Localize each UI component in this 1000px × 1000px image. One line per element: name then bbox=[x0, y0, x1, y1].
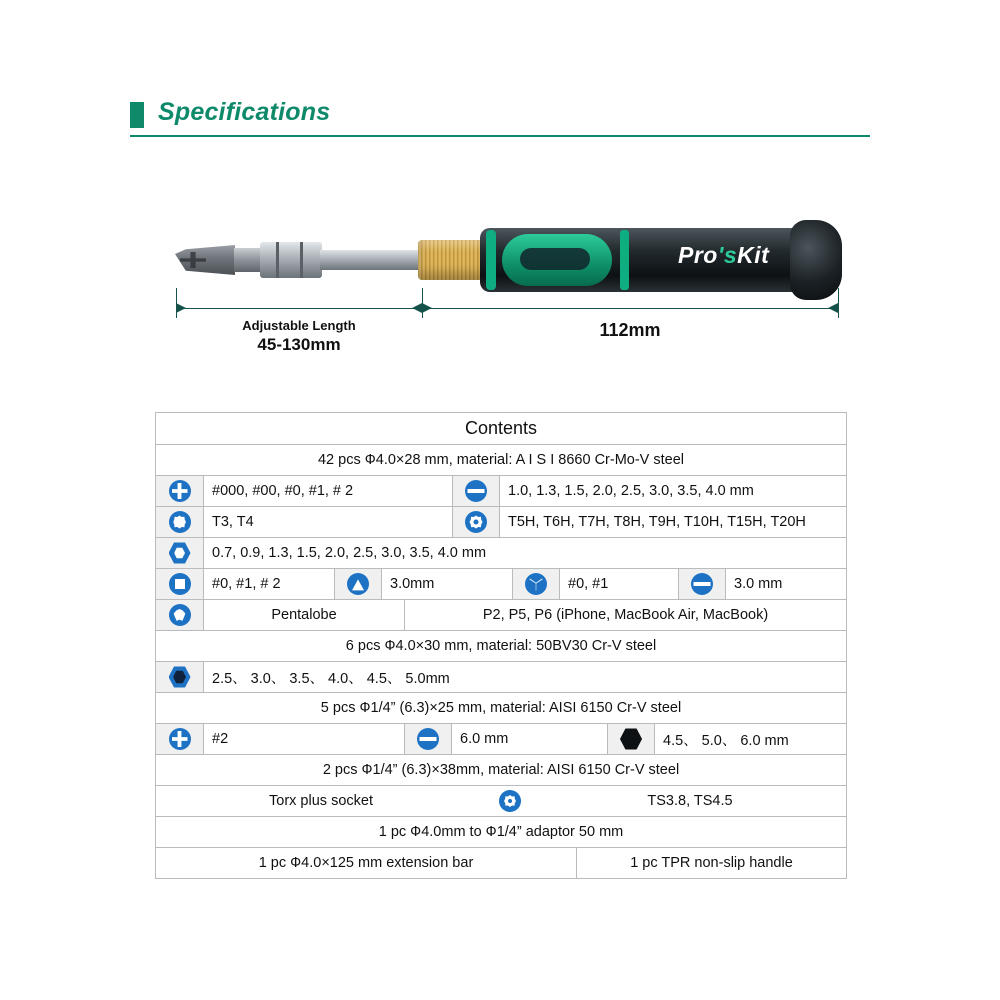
triangle-icon bbox=[334, 569, 382, 599]
handle-grip-pad bbox=[502, 234, 612, 286]
slotted-size-single: 3.0 mm bbox=[734, 576, 783, 592]
torx-security-sizes: T5H, T6H, T7H, T8H, T9H, T10H, T15H, T20H bbox=[508, 514, 806, 530]
table-row bbox=[156, 631, 846, 662]
handle-accent-rear bbox=[620, 230, 629, 290]
extension-bar-line: 1 pc Ф4.0×125 mm extension bar bbox=[258, 855, 474, 871]
torx-security-icon bbox=[452, 507, 500, 537]
phillips-sizes: #000, #00, #0, #1, # 2 bbox=[212, 483, 354, 499]
dimension-tick-right bbox=[838, 288, 839, 318]
table-row bbox=[156, 755, 846, 786]
table-row bbox=[156, 600, 846, 631]
table-title: Contents bbox=[464, 418, 538, 438]
dimension-arrow-left-2 bbox=[422, 303, 432, 313]
pentalobe-label: Pentalobe bbox=[271, 607, 337, 623]
dimension-label-adjustable bbox=[176, 318, 422, 355]
brand-text-suffix: Kit bbox=[737, 242, 770, 268]
adjustable-collar bbox=[260, 242, 322, 278]
table-row bbox=[156, 848, 846, 879]
adaptor-line: 1 pc Ф4.0mm to Ф1/4” adaptor 50 mm bbox=[378, 824, 624, 840]
triangle-sizes: 3.0mm bbox=[390, 576, 435, 592]
socket-icon bbox=[156, 662, 204, 692]
slotted-icon bbox=[452, 476, 500, 506]
table-row bbox=[156, 662, 846, 693]
table-row bbox=[156, 476, 846, 507]
dimension-line-handle bbox=[422, 308, 838, 309]
torx-sizes: T3, T4 bbox=[212, 514, 254, 530]
slotted-icon bbox=[678, 569, 726, 599]
brand-text-prefix: Pro bbox=[678, 242, 718, 268]
tpr-handle-line: 1 pc TPR non-slip handle bbox=[576, 848, 846, 878]
material-line-4: 2 pcs Ф1/4” (6.3)×38mm, material: AISI 6150 Cr-V steel bbox=[322, 762, 680, 778]
dimension-arrow-right-1 bbox=[412, 303, 422, 313]
dimension-arrow-right-2 bbox=[828, 303, 838, 313]
slotted-icon bbox=[404, 724, 452, 754]
phillips-icon bbox=[156, 724, 204, 754]
dimension-label-handle bbox=[422, 318, 838, 341]
pentalobe-sizes: P2, P5, P6 (iPhone, MacBook Air, MacBook) bbox=[404, 600, 846, 630]
hex-socket-sizes: 4.5、 5.0、 6.0 mm bbox=[663, 732, 789, 749]
square-icon bbox=[156, 569, 204, 599]
slotted-size-6mm: 6.0 mm bbox=[460, 731, 509, 747]
knurled-collar bbox=[418, 240, 486, 280]
header-divider bbox=[130, 135, 870, 137]
material-line-1: 42 pcs Ф4.0×28 mm, material: A I S I 8660 Cr-Mo-V steel bbox=[317, 452, 685, 468]
brand-logo bbox=[678, 242, 769, 269]
bit-shaft bbox=[234, 248, 262, 272]
page-title: Specifications bbox=[158, 98, 331, 126]
table-title-row bbox=[156, 413, 846, 445]
tri-wing-icon bbox=[512, 569, 560, 599]
dimension-line-adjustable bbox=[176, 308, 422, 309]
torx-icon bbox=[156, 507, 204, 537]
torx-plus-label: Torx plus socket bbox=[269, 793, 373, 809]
dimension-handle-value: 112mm bbox=[599, 320, 661, 340]
hex-sizes: 0.7, 0.9, 1.3, 1.5, 2.0, 2.5, 3.0, 3.5, 4.0 mm bbox=[212, 545, 487, 561]
page-header bbox=[130, 98, 870, 140]
table-row bbox=[156, 817, 846, 848]
header-accent-bar bbox=[130, 102, 144, 128]
brand-text-accent: 's bbox=[717, 242, 738, 268]
phillips-icon bbox=[156, 476, 204, 506]
handle-swivel-cap bbox=[790, 220, 842, 300]
table-row bbox=[156, 538, 846, 569]
table-row bbox=[156, 445, 846, 476]
table-row bbox=[156, 569, 846, 600]
phillips-size-single: #2 bbox=[212, 731, 229, 747]
hex-dark-icon bbox=[607, 724, 655, 754]
table-row bbox=[156, 724, 846, 755]
square-sizes: #0, #1, # 2 bbox=[212, 576, 281, 592]
dimension-adjustable-name: Adjustable Length bbox=[242, 318, 356, 333]
table-row bbox=[156, 507, 846, 538]
dimension-adjustable-value: 45-130mm bbox=[257, 335, 341, 354]
contents-table bbox=[155, 412, 847, 879]
dimension-arrow-left-1 bbox=[176, 303, 186, 313]
handle-accent-front bbox=[486, 230, 496, 290]
tri-wing-sizes: #0, #1 bbox=[568, 576, 609, 592]
slotted-sizes: 1.0, 1.3, 1.5, 2.0, 2.5, 3.0, 3.5, 4.0 mm bbox=[508, 483, 754, 499]
pentalobe-icon bbox=[156, 600, 204, 630]
material-line-3: 5 pcs Ф1/4” (6.3)×25 mm, material: AISI 6150 Cr-V steel bbox=[320, 700, 682, 716]
socket-sizes: 2.5、 3.0、 3.5、 4.0、 4.5、 5.0mm bbox=[212, 670, 450, 687]
torx-plus-sizes: TS3.8, TS4.5 bbox=[647, 793, 733, 809]
material-line-2: 6 pcs Ф4.0×30 mm, material: 50BV30 Cr-V steel bbox=[345, 638, 657, 654]
table-row bbox=[156, 786, 846, 817]
table-row bbox=[156, 693, 846, 724]
hex-icon bbox=[156, 538, 204, 568]
torx-plus-icon bbox=[486, 786, 534, 816]
